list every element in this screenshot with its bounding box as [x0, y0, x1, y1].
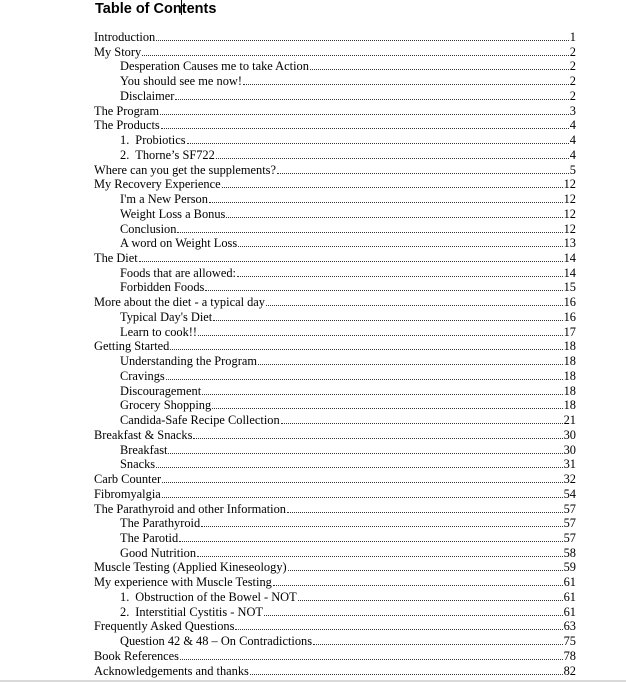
dot-leader	[287, 502, 563, 513]
toc-entry[interactable]	[94, 192, 576, 207]
dot-leader	[288, 560, 563, 571]
dot-leader	[310, 59, 569, 70]
toc-entry[interactable]	[94, 605, 576, 620]
toc-entry[interactable]	[94, 236, 576, 251]
toc-entry-page: 61	[563, 604, 576, 619]
toc-entry-label: The Parathyroid	[120, 516, 201, 531]
dot-leader	[213, 310, 562, 321]
toc-entry-page: 14	[563, 265, 576, 280]
toc-entry[interactable]	[94, 148, 576, 163]
toc-entry[interactable]	[94, 590, 576, 605]
toc-entry-label: The Parathyroid and other Information	[94, 501, 286, 516]
dot-leader	[222, 177, 563, 188]
dot-leader	[179, 531, 562, 542]
dot-leader	[277, 163, 569, 174]
toc-entry[interactable]	[94, 649, 576, 664]
toc-entry[interactable]	[94, 104, 576, 119]
toc-entry-label: Obstruction of the Bowel - NOT	[135, 589, 297, 604]
toc-entry-label: Forbidden Foods	[120, 280, 205, 295]
toc-entry-label: Weight Loss a Bonus	[120, 206, 226, 221]
dot-leader	[187, 133, 569, 144]
toc-entry-label: My Story	[94, 44, 142, 59]
toc-entry[interactable]	[94, 428, 576, 443]
toc-entry-label: Snacks	[120, 457, 156, 472]
toc-entry-label: Breakfast & Snacks	[94, 427, 193, 442]
toc-entry[interactable]	[94, 619, 576, 634]
toc-entry[interactable]	[94, 74, 576, 89]
toc-entry-page: 18	[563, 354, 576, 369]
toc-entry-page: 82	[563, 663, 576, 678]
toc-entry-label: Thorne’s SF722	[135, 147, 215, 162]
toc-entry[interactable]	[94, 546, 576, 561]
toc-entry-label: I'm a New Person	[120, 192, 208, 207]
dot-leader	[237, 266, 563, 277]
toc-entry-page: 1	[569, 30, 576, 44]
toc-entry[interactable]	[94, 295, 576, 310]
toc-entry-page: 58	[563, 545, 576, 560]
dot-leader	[202, 384, 562, 395]
toc-entry-label: Acknowledgements and thanks	[94, 663, 249, 678]
toc-entry-page: 2	[569, 44, 576, 59]
dot-leader	[209, 192, 563, 203]
toc-entry-label: Grocery Shopping	[120, 398, 212, 413]
toc-entry-page: 2	[569, 74, 576, 89]
toc-entry-label: Good Nutrition	[120, 545, 197, 560]
toc-entry-page: 4	[569, 133, 576, 148]
dot-leader	[212, 398, 562, 409]
toc-entry[interactable]	[94, 369, 576, 384]
toc-entry[interactable]	[94, 531, 576, 546]
dot-leader	[205, 280, 562, 291]
toc-entry-label: Breakfast	[120, 442, 168, 457]
toc-entry[interactable]	[94, 516, 576, 531]
toc-entry[interactable]	[94, 280, 576, 295]
toc-entry-page: 61	[563, 589, 576, 604]
dot-leader	[180, 649, 563, 660]
toc-entry-page: 54	[563, 486, 576, 501]
toc-entry[interactable]	[94, 89, 576, 104]
toc-entry-label: Introduction	[94, 30, 156, 44]
toc-entry[interactable]	[94, 251, 576, 266]
toc-entry[interactable]	[94, 457, 576, 472]
toc-entry-label: Question 42 & 48 – On Contradictions	[120, 634, 313, 649]
toc-entry[interactable]	[94, 560, 576, 575]
dot-leader	[235, 619, 562, 630]
toc-entry-page: 13	[563, 236, 576, 251]
toc-entry[interactable]	[94, 266, 576, 281]
dot-leader	[156, 457, 563, 468]
dot-leader	[313, 634, 563, 645]
toc-entry-label: A word on Weight Loss	[120, 236, 238, 251]
toc-entry[interactable]	[94, 177, 576, 192]
dot-leader	[197, 546, 563, 557]
toc-entry[interactable]	[94, 325, 576, 340]
toc-entry[interactable]	[94, 575, 576, 590]
toc-entry[interactable]	[94, 487, 576, 502]
toc-entry-number: 1.	[120, 133, 130, 148]
toc-entry-label: The Diet	[94, 251, 138, 266]
toc-entry-page: 31	[563, 457, 576, 472]
toc-entry-page: 57	[563, 516, 576, 531]
toc-entry-label: Frequently Asked Questions	[94, 619, 235, 634]
toc-entry-page: 18	[563, 398, 576, 413]
toc-entry-page: 17	[563, 324, 576, 339]
dot-leader	[216, 148, 569, 159]
dot-leader	[170, 339, 562, 350]
toc-entry-label: More about the diet - a typical day	[94, 295, 266, 310]
toc-entry-label: Interstitial Cystitis - NOT	[135, 604, 263, 619]
toc-entry-page: 5	[569, 162, 576, 177]
toc-entry-page: 16	[563, 309, 576, 324]
toc-entry-page: 57	[563, 501, 576, 516]
toc-entry-label: Understanding the Program	[120, 354, 257, 369]
toc-entry-label: Conclusion	[120, 221, 177, 236]
toc-entry-label: Book References	[94, 648, 179, 663]
toc-entry-page: 3	[569, 103, 576, 118]
toc-entry-page: 30	[563, 442, 576, 457]
toc-entry-page: 63	[563, 619, 576, 634]
toc-entry-label: Fibromyalgia	[94, 486, 161, 501]
toc-entry-page: 78	[563, 648, 576, 663]
toc-entry[interactable]	[94, 502, 576, 517]
toc-entry[interactable]	[94, 413, 576, 428]
dot-leader	[238, 236, 562, 247]
table-of-contents	[94, 30, 576, 678]
toc-entry-number: 1.	[120, 589, 130, 604]
toc-entry[interactable]	[94, 222, 576, 237]
toc-entry-label: Probiotics	[135, 133, 186, 148]
toc-entry[interactable]	[94, 45, 576, 60]
toc-entry-label: Typical Day's Diet	[120, 309, 213, 324]
toc-entry-page: 4	[569, 147, 576, 162]
toc-entry-page: 21	[563, 413, 576, 428]
toc-entry-page: 12	[563, 221, 576, 236]
toc-entry[interactable]	[94, 634, 576, 649]
toc-entry[interactable]	[94, 443, 576, 458]
dot-leader	[258, 354, 563, 365]
dot-leader	[243, 74, 569, 85]
toc-entry-label: Muscle Testing (Applied Kineseology)	[94, 560, 287, 575]
toc-entry-label: Carb Counter	[94, 472, 162, 487]
toc-entry[interactable]	[94, 339, 576, 354]
toc-entry[interactable]	[94, 664, 576, 679]
toc-entry-label: Candida-Safe Recipe Collection	[120, 413, 280, 428]
toc-entry-label: Where can you get the supplements?	[94, 162, 277, 177]
dot-leader	[226, 207, 562, 218]
toc-entry-label: The Products	[94, 118, 160, 133]
toc-entry-label: Discouragement	[120, 383, 202, 398]
toc-entry-label: My experience with Muscle Testing	[94, 575, 272, 590]
toc-entry-label: Learn to cook!!	[120, 324, 198, 339]
toc-entry-page: 12	[563, 192, 576, 207]
toc-entry-page: 18	[563, 383, 576, 398]
dot-leader	[166, 369, 563, 380]
dot-leader	[201, 516, 562, 527]
toc-entry[interactable]	[94, 472, 576, 487]
toc-entry[interactable]	[94, 118, 576, 133]
toc-entry-label: The Program	[94, 103, 160, 118]
toc-heading[interactable]	[95, 0, 216, 18]
toc-entry[interactable]	[94, 207, 576, 222]
toc-entry-page: 14	[563, 251, 576, 266]
toc-entry-page: 2	[569, 88, 576, 103]
toc-entry[interactable]	[94, 30, 576, 45]
dot-leader	[162, 472, 563, 483]
toc-entry[interactable]	[94, 354, 576, 369]
dot-leader	[168, 443, 562, 454]
toc-entry[interactable]	[94, 133, 576, 148]
toc-entry-page: 32	[563, 472, 576, 487]
dot-leader	[266, 295, 563, 306]
toc-entry-label: My Recovery Experience	[94, 177, 221, 192]
toc-entry-page: 18	[563, 339, 576, 354]
toc-heading-part1: Table of Con	[95, 1, 182, 17]
toc-entry-page: 57	[563, 530, 576, 545]
toc-entry-page: 2	[569, 59, 576, 74]
toc-entry-page: 30	[563, 427, 576, 442]
dot-leader	[177, 222, 562, 233]
dot-leader	[264, 605, 563, 616]
toc-entry-page: 12	[563, 206, 576, 221]
toc-entry-label: The Parotid	[120, 530, 179, 545]
dot-leader	[156, 30, 569, 41]
toc-entry-label: Getting Started	[94, 339, 170, 354]
toc-entry[interactable]	[94, 384, 576, 399]
toc-entry[interactable]	[94, 163, 576, 178]
toc-entry-label: Desperation Causes me to take Action	[120, 59, 309, 74]
dot-leader	[162, 487, 563, 498]
toc-entry-page: 61	[563, 575, 576, 590]
toc-entry-number: 2.	[120, 604, 130, 619]
dot-leader	[250, 664, 563, 675]
toc-entry-label: Foods that are allowed:	[120, 265, 236, 280]
dot-leader	[273, 575, 563, 586]
dot-leader	[281, 413, 563, 424]
toc-entry[interactable]	[94, 310, 576, 325]
toc-entry-number: 2.	[120, 147, 130, 162]
dot-leader	[298, 590, 563, 601]
toc-entry-page: 12	[563, 177, 576, 192]
toc-entry-label: Cravings	[120, 368, 165, 383]
dot-leader	[161, 118, 569, 129]
toc-entry-page: 4	[569, 118, 576, 133]
dot-leader	[142, 45, 569, 56]
toc-entry-page: 59	[563, 560, 576, 575]
dot-leader	[175, 89, 568, 100]
dot-leader	[160, 104, 569, 115]
toc-entry[interactable]	[94, 59, 576, 74]
dot-leader	[139, 251, 563, 262]
toc-entry[interactable]	[94, 398, 576, 413]
dot-leader	[193, 428, 562, 439]
toc-entry-page: 15	[563, 280, 576, 295]
toc-heading-part2: tents	[181, 1, 217, 17]
toc-entry-label: You should see me now!	[120, 74, 242, 89]
toc-entry-label: Disclaimer	[120, 88, 175, 103]
toc-entry-page: 75	[563, 634, 576, 649]
dot-leader	[198, 325, 563, 336]
toc-entry-page: 16	[563, 295, 576, 310]
toc-entry-page: 18	[563, 368, 576, 383]
